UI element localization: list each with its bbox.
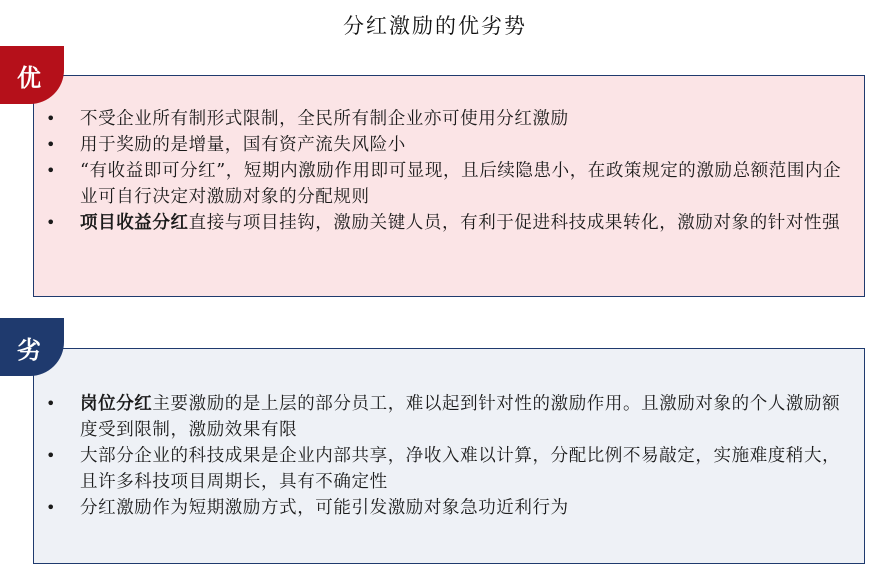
item-bold: 项目收益分红 bbox=[80, 213, 189, 233]
item-bold: 岗位分红 bbox=[80, 394, 153, 414]
item-text: 直接与项目挂钩，激励关键人员，有利于促进科技成果转化，激励对象的针对性强 bbox=[188, 213, 841, 233]
list-item bbox=[40, 158, 854, 210]
bullet-icon: • bbox=[46, 498, 57, 517]
advantages-list bbox=[40, 106, 854, 236]
item-text: 主要激励的是上层的部分员工，难以起到针对性的激励作用。且激励对象的个人激励额度受到限制，激励效果有限 bbox=[80, 394, 841, 440]
disadvantages-panel bbox=[33, 348, 865, 564]
item-text: 不受企业所有制形式限制，全民所有制企业亦可使用分红激励 bbox=[80, 109, 569, 129]
bullet-icon: • bbox=[46, 446, 57, 465]
list-item bbox=[40, 443, 854, 495]
advantages-badge: 优 bbox=[0, 46, 64, 104]
bullet-icon: • bbox=[46, 109, 57, 128]
bullet-icon: • bbox=[46, 135, 57, 154]
list-item bbox=[40, 210, 854, 236]
bullet-icon: • bbox=[46, 394, 57, 413]
page-title: 分红激励的优劣势 bbox=[343, 14, 527, 38]
disadvantages-list bbox=[40, 391, 854, 521]
item-text: 分红激励作为短期激励方式，可能引发激励对象急功近利行为 bbox=[80, 498, 569, 518]
bullet-icon: • bbox=[46, 161, 57, 180]
disadvantages-badge: 劣 bbox=[0, 318, 64, 376]
item-text: 大部分企业的科技成果是企业内部共享，净收入难以计算，分配比例不易敲定，实施难度稍大，且许多科技项目周期长，具有不确定性 bbox=[80, 446, 841, 492]
list-item bbox=[40, 106, 854, 132]
advantages-panel bbox=[33, 75, 865, 297]
item-text: “有收益即可分红”，短期内激励作用即可显现，且后续隐患小，在政策规定的激励总额范围内企业可自行决定对激励对象的分配规则 bbox=[80, 161, 842, 207]
item-text: 用于奖励的是增量，国有资产流失风险小 bbox=[80, 135, 406, 155]
list-item bbox=[40, 391, 854, 443]
list-item bbox=[40, 132, 854, 158]
list-item bbox=[40, 495, 854, 521]
bullet-icon: • bbox=[46, 213, 57, 232]
